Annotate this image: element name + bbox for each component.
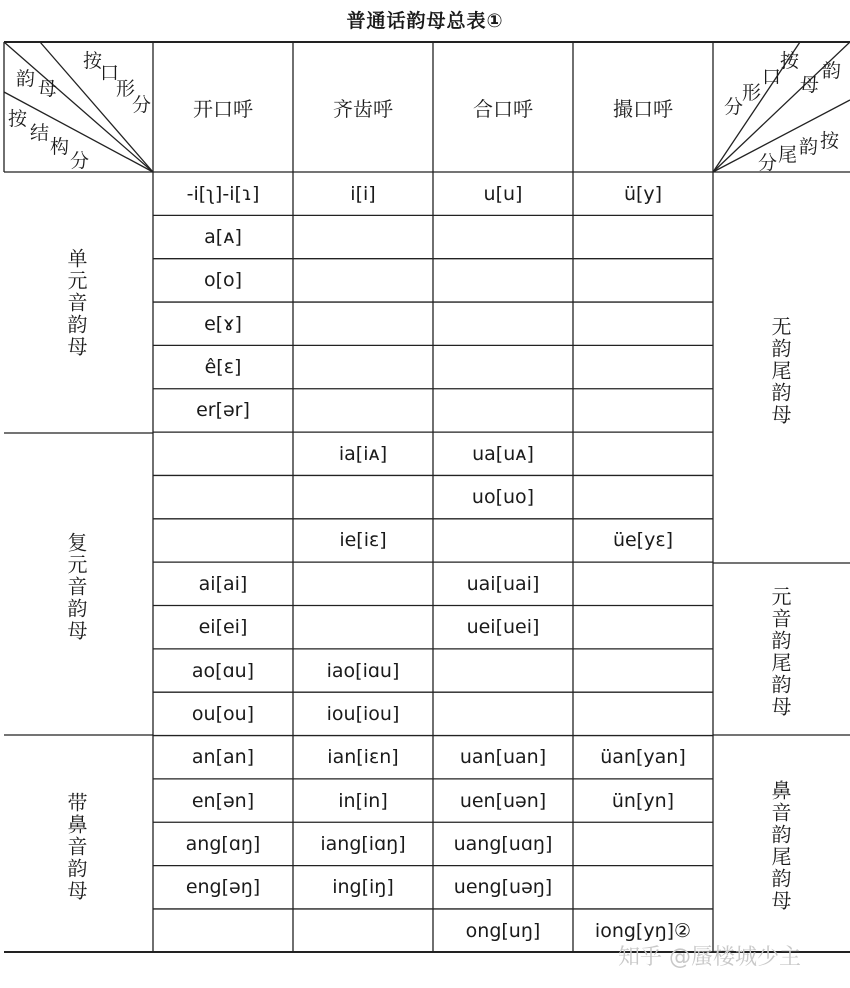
right-group-wuyunwei: 无韵尾韵母 — [768, 316, 792, 426]
table-cell: an[an] — [191, 746, 255, 769]
corner-left-char: 形 — [116, 78, 136, 100]
table-cell: ueng[uəŋ] — [453, 876, 553, 899]
column-header-cuokou: 撮口呼 — [613, 96, 673, 121]
right-group-biyinyunwei: 鼻音韵尾韵母 — [768, 780, 792, 912]
table-cell — [153, 909, 293, 952]
table-cell — [153, 475, 293, 518]
corner-right-char: 韵 — [799, 136, 819, 158]
table-cell — [573, 215, 713, 258]
table-cell: i[i] — [350, 182, 376, 205]
table-cell: a[ᴀ] — [204, 226, 242, 249]
table-cell: ao[ɑu] — [191, 659, 255, 682]
corner-right-char: 口 — [762, 66, 782, 88]
watermark: 知乎 @蜃楼城少主 — [618, 945, 801, 970]
table-cell — [153, 519, 293, 562]
table-cell: in[in] — [338, 789, 388, 812]
table-cell: ü[y] — [623, 182, 663, 205]
table-cell — [573, 692, 713, 735]
table-cell: iou[iou] — [326, 702, 400, 725]
corner-right-char: 分 — [758, 152, 778, 174]
table-cell: iong[yŋ]② — [594, 919, 692, 942]
table-cell: üe[yɛ] — [612, 529, 674, 552]
table-cell: ai[ai] — [198, 572, 248, 595]
table-cell: ong[uŋ] — [465, 919, 541, 942]
table-cell: ian[iɛn] — [327, 746, 399, 769]
corner-right-char: 母 — [800, 74, 820, 96]
table-cell: iang[iɑŋ] — [320, 832, 406, 855]
table-cell — [433, 215, 573, 258]
table-cell — [573, 822, 713, 865]
corner-right-char: 分 — [724, 96, 744, 118]
corner-right-char: 韵 — [822, 60, 842, 82]
table-cell — [293, 909, 433, 952]
table-cell — [573, 866, 713, 909]
corner-left-char: 分 — [70, 150, 90, 172]
corner-right-char: 形 — [742, 82, 762, 104]
table-cell: üan[yan] — [600, 746, 686, 769]
column-header-hekou: 合口呼 — [473, 96, 533, 121]
corner-left-char: 韵 — [16, 68, 36, 90]
table-cell: ing[iŋ] — [332, 876, 394, 899]
table-cell — [573, 432, 713, 475]
table-cell: ang[ɑŋ] — [185, 832, 261, 855]
left-group-fuyuanyin: 复元音韵母 — [64, 532, 88, 642]
table-cell — [293, 562, 433, 605]
table-cell: e[ɤ] — [204, 312, 242, 335]
table-cell — [293, 345, 433, 388]
table-cell — [293, 215, 433, 258]
table-cell: o[o] — [203, 269, 243, 292]
corner-left-char: 口 — [100, 62, 120, 84]
table-cell — [433, 519, 573, 562]
table-cell: -i[ʅ]-i[ɿ] — [186, 182, 260, 205]
table-cell: eng[əŋ] — [185, 876, 261, 899]
table-cell — [573, 259, 713, 302]
table-cell: ün[yn] — [611, 789, 675, 812]
table-cell: ie[iɛ] — [339, 529, 387, 552]
table-cell — [433, 649, 573, 692]
corner-right-char: 按 — [780, 50, 800, 72]
table-cell — [293, 389, 433, 432]
table-cell — [293, 606, 433, 649]
table-cell — [293, 259, 433, 302]
table-cell — [573, 389, 713, 432]
corner-left-char: 按 — [8, 108, 28, 130]
corner-left-char: 按 — [83, 50, 103, 72]
column-header-kaikou: 开口呼 — [193, 96, 253, 121]
table-cell — [573, 302, 713, 345]
table-cell: en[ən] — [191, 789, 255, 812]
table-cell: er[ər] — [196, 399, 250, 422]
table-cell: uen[uən] — [459, 789, 547, 812]
table-cell: ê[ɛ] — [204, 356, 242, 379]
table-cell — [573, 606, 713, 649]
corner-left-char: 母 — [38, 78, 58, 100]
table-title: 普通话韵母总表① — [346, 10, 504, 32]
left-group-danyuanyin: 单元音韵母 — [64, 248, 88, 358]
table-cell: uo[uo] — [471, 486, 535, 509]
table-cell — [573, 475, 713, 518]
table-cell — [433, 389, 573, 432]
table-cell — [433, 345, 573, 388]
table-cell: uan[uan] — [459, 746, 547, 769]
corner-left-char: 构 — [50, 136, 70, 158]
left-group-daibiyin: 带鼻音韵母 — [64, 792, 88, 902]
corner-left-char: 结 — [30, 122, 50, 144]
table-cell: ua[uᴀ] — [472, 442, 534, 465]
table-cell: uai[uai] — [466, 572, 540, 595]
corner-left-char: 分 — [132, 94, 152, 116]
column-header-qichi: 齐齿呼 — [333, 96, 393, 121]
right-group-yuanyinyunwei: 元音韵尾韵母 — [768, 586, 792, 718]
table-cell: u[u] — [483, 182, 523, 205]
table-cell — [293, 475, 433, 518]
table-cell: ou[ou] — [191, 702, 255, 725]
table-cell: ei[ei] — [198, 616, 248, 639]
corner-right-char: 尾 — [778, 144, 798, 166]
table-cell — [293, 302, 433, 345]
table-cell: iao[iɑu] — [326, 659, 400, 682]
table-cell — [573, 345, 713, 388]
table-cell: uei[uei] — [466, 616, 540, 639]
table-cell — [433, 692, 573, 735]
table-cell — [433, 259, 573, 302]
table-cell: uang[uɑŋ] — [453, 832, 553, 855]
corner-right-char: 按 — [820, 130, 840, 152]
table-cell — [573, 562, 713, 605]
table-cell: ia[iᴀ] — [338, 442, 388, 465]
table-cell — [573, 649, 713, 692]
table-cell — [153, 432, 293, 475]
table-cell — [433, 302, 573, 345]
